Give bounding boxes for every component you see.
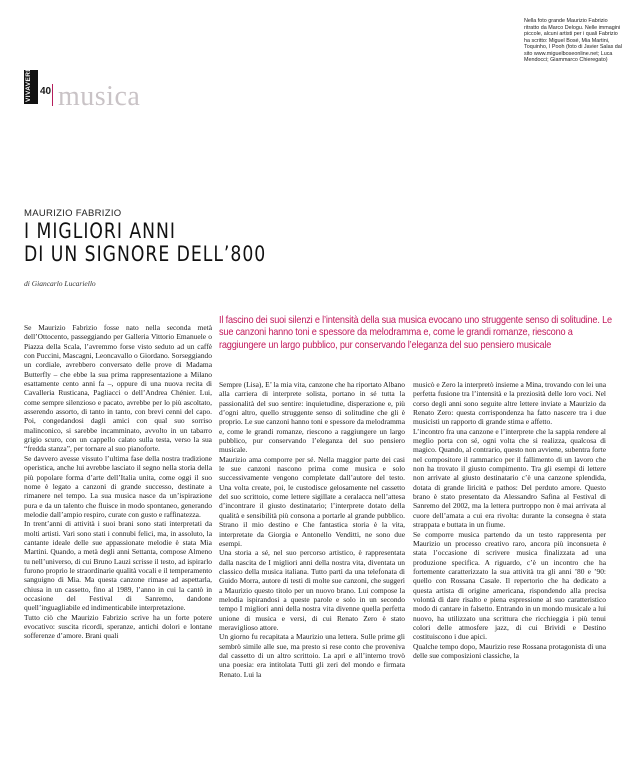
text-column-1 bbox=[24, 323, 212, 641]
headline-line-2: DI UN SIGNORE DELL’800 bbox=[24, 242, 267, 266]
paragraph: Qualche tempo dopo, Maurizio rese Rossana protagonista di una delle sue composizioni classiche, la bbox=[413, 641, 606, 660]
paragraph: Tutto ciò che Maurizio Fabrizio scrive ha un forte potere evocativo: suscita ricordi, speranze, antichi dolori e lontane sofferenze d’amore. Brani quali bbox=[24, 612, 212, 641]
page-number: 40 bbox=[40, 86, 52, 97]
paragraph: In trent’anni di attività i suoi brani sono stati interpretati da molti artisti. Vari sono stati i connubi felici, ma, in assoluto, la cantante ideale delle sue appassionate melodie è stata Mia Martini. Quando, a metà degli anni Settanta, compose Almeno tu nell’universo, di cui Bruno Lauzi scrisse il testo, ad ispirarlo furono proprio le straordinarie qualità vocali e il temperamento sanguigno di Mia. Ma questa canzone rimase ad aspettarla, chiusa in un cassetto, fino al 1989, l’anno in cui la cantò in occasione del Festival di Sanremo, dandone quell’inguagliabile ed indimenticabile interpretazione. bbox=[24, 519, 212, 613]
headline-line-1: I MIGLIORI ANNI bbox=[24, 219, 176, 243]
text-column-3 bbox=[413, 380, 606, 660]
article-headline bbox=[24, 220, 295, 266]
paragraph: Se Maurizio Fabrizio fosse nato nella seconda metà dell’Ottocento, passeggiando per Galleria Vittorio Emanuele o Piazza della Scala, l’avremmo forse visto seduto ad un caffè con Puccini, Mascagni, Leoncavallo o Giordano. Sorseggiando un cordiale, avrebbero conversato delle prove di Madama Butterfly – che ebbe la sua prima rappresentazione a Milano esattamente cento anni fa –, oppure di una nuova recita di Cavalleria Rusticana, Pagliacci o dell’Andrea Chénier. Lui, come sempre silenzioso e pacato, avrebbe per lo più ascoltato, asserendo assorto, di tanto in tanto, con brevi cenni del capo. Poi, congedandosi dagli amici con qual suo sorriso malinconico, si sarebbe incamminato, avvolto in un tabarro grigio scuro, con un cappello calato sulla testa, verso la sua “fredda stanza”, per tornare al suo pianoforte. bbox=[24, 323, 212, 454]
article-byline: di Giancarlo Lucariello bbox=[24, 279, 96, 288]
photo-caption: Nella foto grande Maurizio Fabrizio ritratto da Marco Delogu. Nelle immagini piccole, alcuni artisti per i quali Fabrizio ha scritto: Miguel Bosé, Mia Martini, Toquinho, I Pooh (foto di Javier Salas dal sito www.miguelboseonline.net; Luca Mendocci; Giammarco Chieregato) bbox=[524, 18, 622, 63]
section-title: musica bbox=[58, 81, 141, 112]
paragraph: Un giorno fu recapitata a Maurizio una lettera. Sulle prime gli sembrò simile alle sue, ma presto si rese conto che proveniva dal cassetto di un altro scrittoio. La aprì e all’interno trovò una poesia: era intitolata Tutti gli zeri del mondo e firmata Renato. Lui la bbox=[219, 632, 405, 679]
paragraph: Sempre (Lisa), E’ la mia vita, canzone che ha riportato Albano alla carriera di interprete solista, portano in sé tutta la passionalità del suo sentire: inquietudine, disperazione e, più d’ogni altro, quello struggente senso di solitudine che gli è proprio. Le sue canzoni hanno toni e spessore da melodramma e, come le grandi romanze, riescono a raggiungere un largo pubblico, pur conservando l’eleganza del suo pensiero musicale. bbox=[219, 380, 405, 455]
section-divider bbox=[52, 84, 53, 106]
pull-quote: Il fascino dei suoi silenzi e l’intensità della sua musica evocano uno struggente senso di solitudine. Le sue canzoni hanno toni e spessore da melodramma e, come le grandi romanze, riescono a raggiungere un largo pubblico, pur conservando l’eleganza del suo pensiero musicale bbox=[219, 315, 612, 351]
paragraph: Se comporre musica partendo da un testo rappresenta per Maurizio un processo creativo raro, ancora più inconsueta è stata l’occasione di scrivere musica finalizzata ad una produzione specifica. A riguardo, c’è un incontro che ha fortemente caratterizzato la sua attività tra gli anni ’80 e ’90: quello con Rossana Casale. Il repertorio che ha dedicato a questa artista di origine americana, rispondendo alla precisa volontà di dare risalto e piena espressione al suo caratteristico modo di cantare in falsetto. Entrando in un mondo musicale a lui nuovo, ha utilizzato una scrittura che ricchieggia i più tenui colori delle atmosfere jazz, di cui Brividi e Destino costituiscono i due apici. bbox=[413, 529, 606, 642]
paragraph: Maurizio ama comporre per sé. Nella maggior parte dei casi le sue canzoni nascono prima come musica e solo successivamente vengono completate dall’autore del testo. Una volta create, poi, le custodisce gelosamente nel cassetto del suo scrittoio, come lettere sigillate a ceralacca nell’attesa d’incontrare il giusto destinatario; l’interprete dotato della qualità e sensibilità più consona a portarle al grande pubblico. Strano il mio destino e Che fantastica storia è la vita, interpretate da Giorgia e Antonello Venditti, ne sono due esempi. bbox=[219, 454, 405, 548]
paragraph: L’incontro fra una canzone e l’interprete che la sappia rendere al meglio porta con sé, ogni volta che si realizza, qualcosa di magico. Quando, al contrario, questo non avviene, subentra forte nel compositore il rammarico per il fallimento di un lavoro che non ha trovato il giusto compimento. Tra gli esempi di lettere non arrivate al giusto destinatario c’è una canzone splendida, dotata di grande liricità e pathos: Del perduto amore. Questo brano è stato presentato da Alessandro Safina al Festival di Sanremo del 2002, ma la lettera purtroppo non è mai arrivata al cuore dell’amata a cui era rivolta: durante la consegna è stata strappata e buttata in un fiume. bbox=[413, 426, 606, 530]
paragraph: Una storia a sé, nel suo percorso artistico, è rappresentata dalla nascita de I migliori anni della nostra vita, diventata un classico della musica italiana. Tutto partì da una telefonata di Guido Morra, autore di testi di molte sue canzoni, che suggerì a Maurizio questo titolo per un nuovo brano. Lui compose la melodia ispirandosi a queste parole e solo in un secondo tempo I migliori anni della nostra vita divenne quella perfetta unione di musica e versi, di cui Renato Zero è stato meraviglioso attore. bbox=[219, 548, 405, 632]
article-kicker: MAURIZIO FABRIZIO bbox=[24, 208, 122, 219]
paragraph: musicò e Zero la interpretò insieme a Mina, trovando con lei una perfetta fusione tra l’intensità e la preziosità delle loro voci. Nel corso degli anni sono seguite altre lettere inviate a Maurizio da Renato Zero: questa corrispondenza ha fatto nascere tra i due musicisti un rapporto di grande stima e affetto. bbox=[413, 380, 606, 427]
magazine-brand: VIVAVERDI bbox=[25, 64, 32, 102]
text-column-2 bbox=[219, 380, 405, 679]
paragraph: Se davvero avesse vissuto l’ultima fase della nostra tradizione operistica, anche lui avrebbe lasciato il segno nella storia della più popolare forma d’arte dell’Italia unita, come oggi il suo nome è legato a canzoni di grande successo, destinate a rimanere nel tempo. La sua musica nasce da un’ispirazione pura e da un talento che fluisce in modo spontaneo, generando melodie dall’ampio respiro, curate con gusto e raffinatezza. bbox=[24, 453, 212, 519]
